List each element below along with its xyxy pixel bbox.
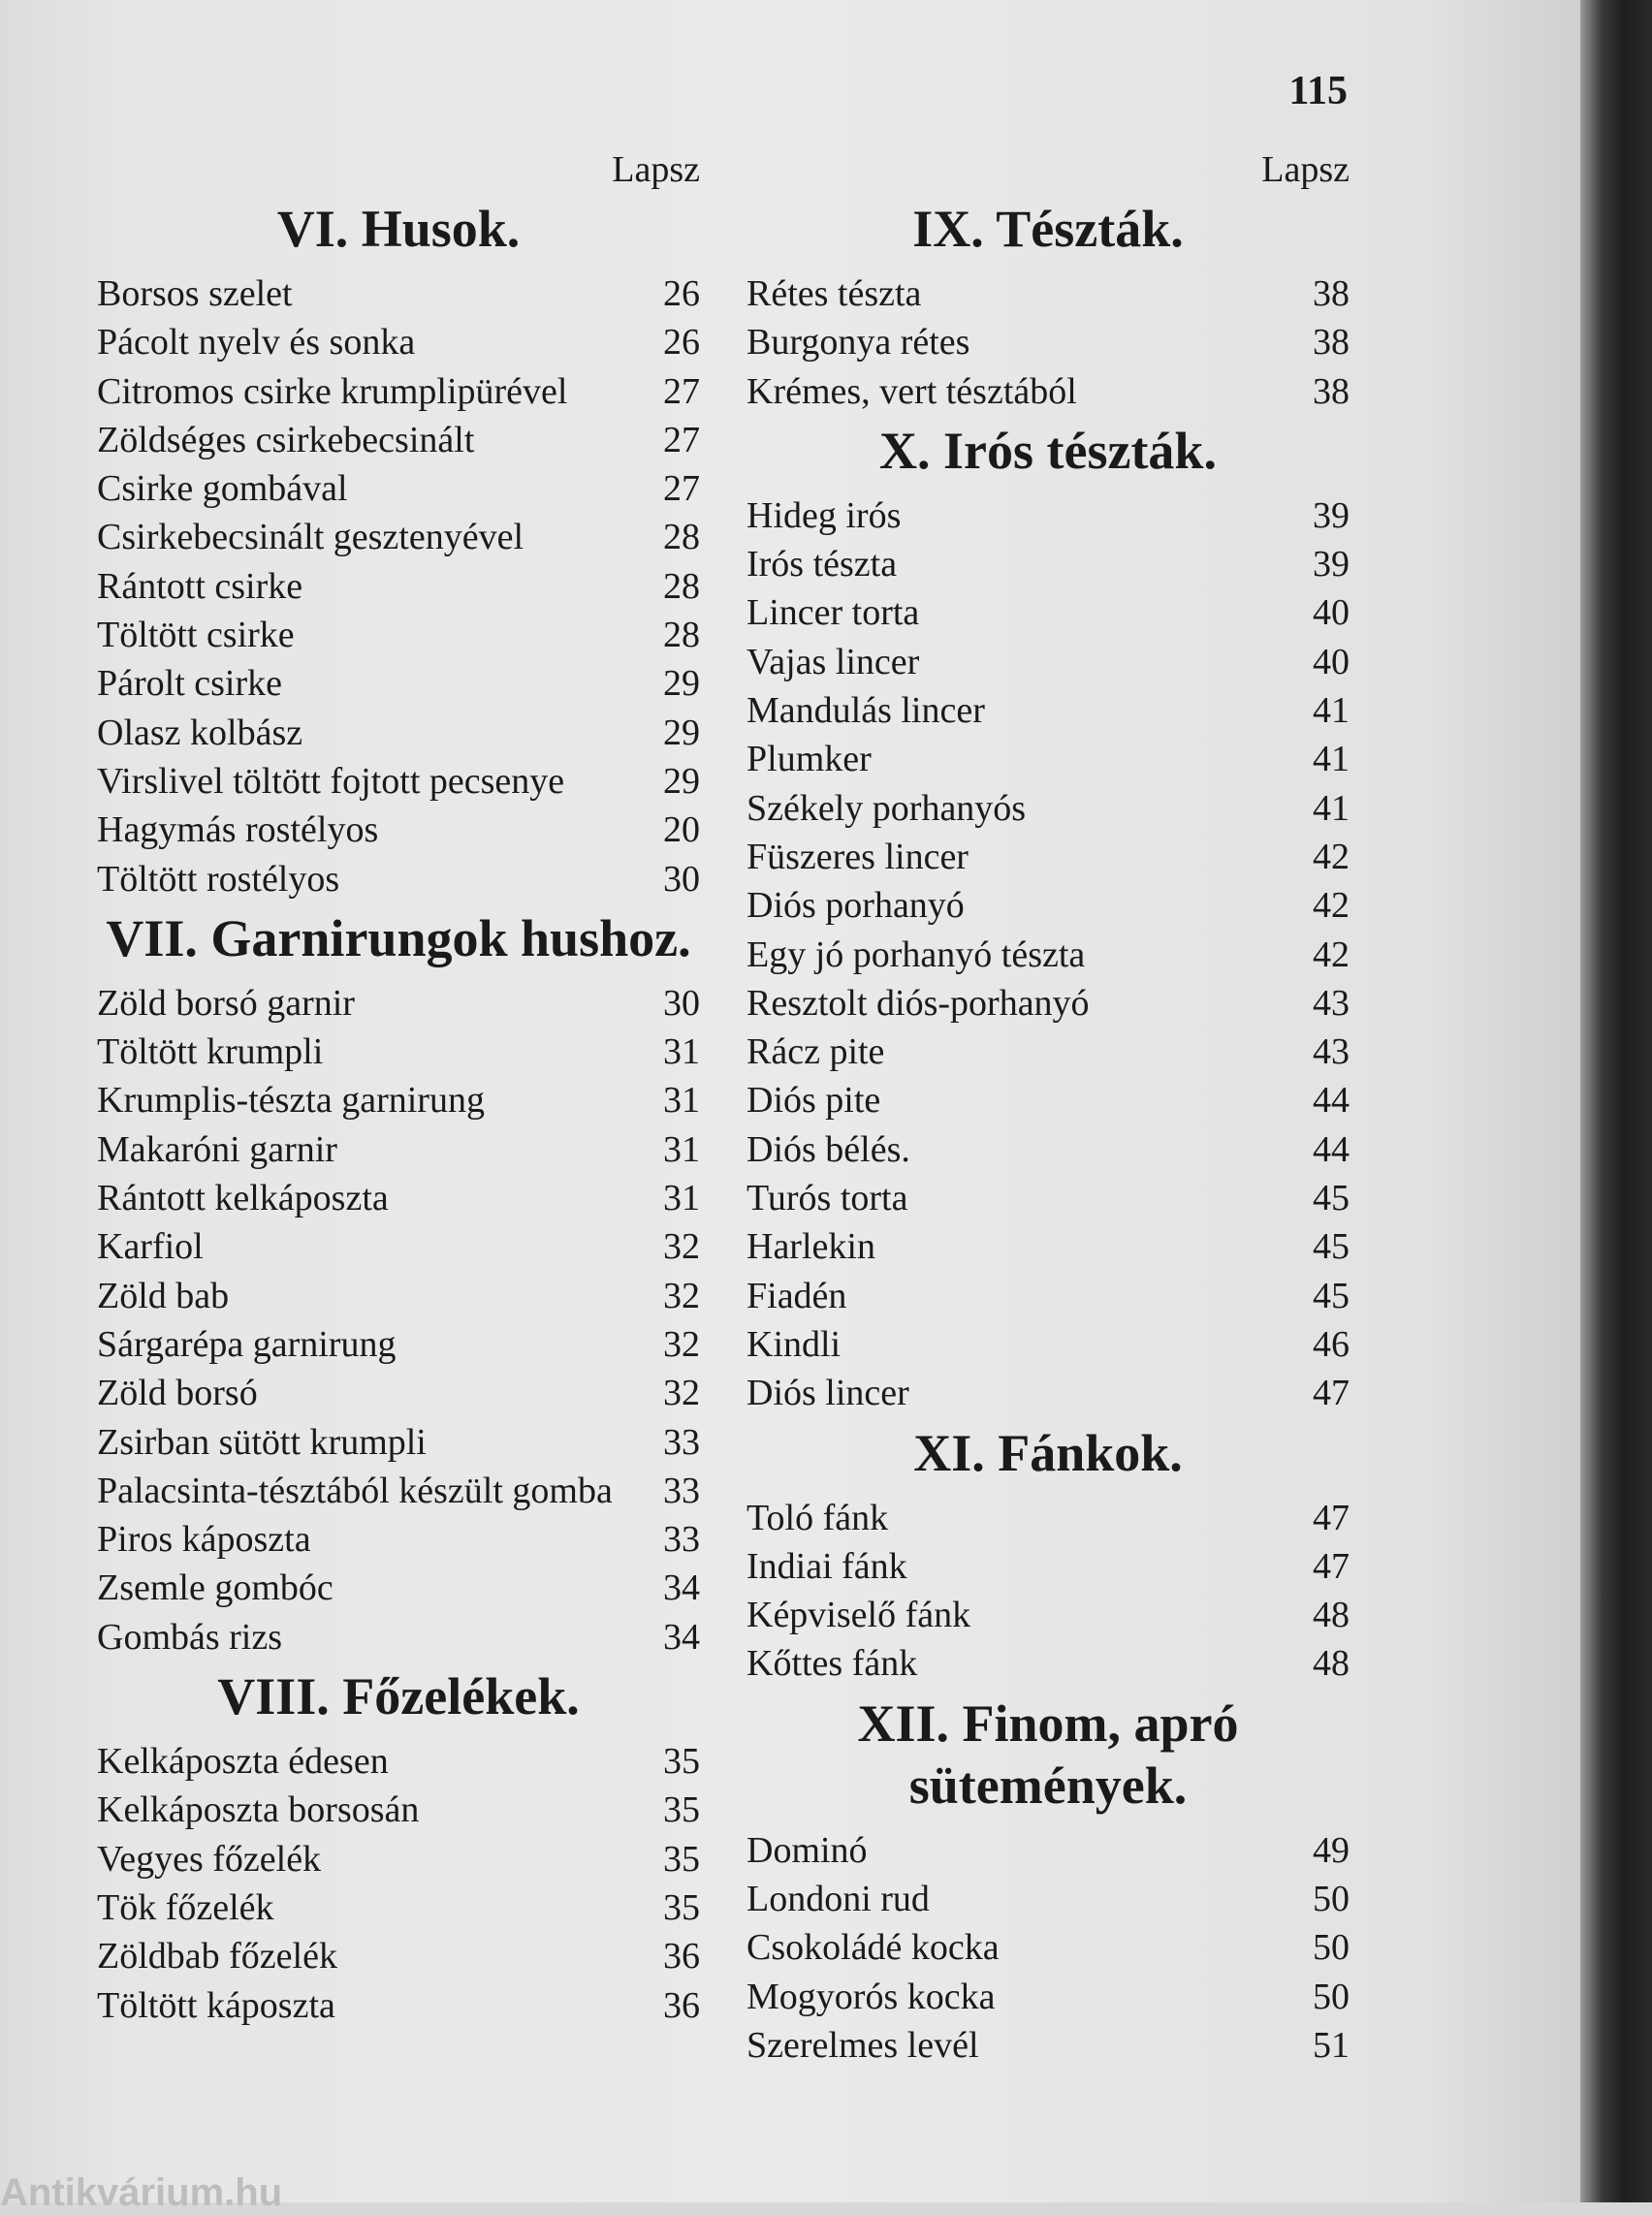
page-ref: 33	[663, 1421, 700, 1463]
section-title: XII. Finom, apró sütemények.	[857, 1693, 1239, 1815]
recipe-name: Krémes, vert tésztából	[747, 370, 1077, 412]
toc-entry	[747, 1542, 1350, 1591]
recipe-name: Töltött káposzta	[97, 1984, 335, 2026]
watermark: Antikvárium.hu	[0, 2171, 283, 2214]
toc-entry	[747, 1320, 1350, 1369]
recipe-name: Pácolt nyelv és sonka	[97, 322, 416, 364]
recipe-name: Palacsinta-tésztából készült gomba	[97, 1470, 613, 1511]
recipe-name: Hideg irós	[747, 494, 902, 536]
page-ref: 31	[663, 1128, 700, 1170]
recipe-name: Csirkebecsinált gesztenyével	[97, 517, 524, 558]
toc-entry	[747, 1272, 1350, 1320]
recipe-name: Piros káposzta	[97, 1519, 311, 1561]
toc-entry	[747, 2021, 1350, 2070]
page-ref: 40	[1313, 641, 1350, 682]
toc-entry	[97, 659, 700, 708]
recipe-name: Burgonya rétes	[747, 322, 970, 364]
toc-entry	[747, 588, 1350, 637]
recipe-name: Kelkáposzta borsosán	[97, 1789, 420, 1831]
recipe-name: Szerelmes levél	[747, 2024, 979, 2066]
toc-entry	[97, 1981, 700, 2030]
recipe-name: Sárgarépa garnirung	[97, 1323, 397, 1365]
page-ref: 42	[1313, 885, 1350, 927]
page-ref: 39	[1313, 544, 1350, 585]
toc-entry	[97, 416, 700, 464]
page-ref: 44	[1313, 1080, 1350, 1122]
toc-entry	[97, 318, 700, 366]
recipe-name: Egy jó porhanyó tészta	[747, 933, 1086, 975]
toc-entry	[97, 1883, 700, 1932]
recipe-name: Tök főzelék	[97, 1886, 274, 1928]
page-ref: 28	[663, 517, 700, 558]
toc-entry	[747, 881, 1350, 930]
page-ref: 33	[663, 1470, 700, 1511]
page-ref: 29	[663, 760, 700, 802]
recipe-name: Rétes tészta	[747, 273, 922, 314]
recipe-name: Rácz pite	[747, 1031, 885, 1073]
page-ref: 47	[1313, 1373, 1350, 1414]
toc-entry	[97, 1320, 700, 1369]
toc-entry	[747, 540, 1350, 588]
toc-entry	[97, 269, 700, 318]
toc-entry	[747, 735, 1350, 783]
page-ref: 38	[1313, 273, 1350, 314]
page-ref: 41	[1313, 690, 1350, 732]
page-ref: 26	[663, 322, 700, 364]
page-ref: 48	[1313, 1643, 1350, 1685]
toc-entry	[97, 513, 700, 561]
recipe-name: Toló fánk	[747, 1497, 889, 1538]
recipe-name: Indiai fánk	[747, 1545, 907, 1587]
recipe-name: Rántott csirke	[97, 565, 303, 607]
toc-entry	[747, 784, 1350, 833]
recipe-name: Irós tészta	[747, 544, 898, 585]
toc-entry	[747, 833, 1350, 881]
toc-entry	[97, 367, 700, 416]
right-sections	[747, 198, 1350, 2070]
recipe-name: Füszeres lincer	[747, 836, 969, 877]
page-ref: 38	[1313, 322, 1350, 364]
recipe-name: Plumker	[747, 739, 872, 780]
recipe-name: Vajas lincer	[747, 641, 920, 682]
recipe-name: Töltött rostélyos	[97, 858, 340, 900]
toc-entry	[97, 1076, 700, 1124]
toc-entry	[97, 1737, 700, 1786]
page-ref: 31	[663, 1031, 700, 1073]
recipe-name: Diós bélés.	[747, 1128, 910, 1170]
page-ref: 38	[1313, 370, 1350, 412]
recipe-name: Kindli	[747, 1323, 842, 1365]
recipe-name: Zöldbab főzelék	[97, 1936, 337, 1978]
toc-entry	[747, 1826, 1350, 1875]
recipe-name: Zöld borsó garnir	[97, 982, 355, 1024]
page-ref: 32	[663, 1373, 700, 1414]
recipe-name: Csirke gombával	[97, 468, 348, 510]
toc-entry	[97, 1835, 700, 1883]
page-ref: 48	[1313, 1595, 1350, 1636]
recipe-name: Turós torta	[747, 1178, 908, 1219]
section-title: VIII. Főzelékek.	[217, 1667, 580, 1726]
toc-entry	[747, 1494, 1350, 1542]
toc-entry	[747, 979, 1350, 1028]
toc-entry	[747, 1028, 1350, 1076]
recipe-name: Olasz kolbász	[97, 712, 303, 753]
toc-entry	[97, 806, 700, 854]
toc-entry	[97, 1418, 700, 1467]
page-ref: 31	[663, 1178, 700, 1219]
recipe-name: Diós pite	[747, 1080, 881, 1122]
page-ref: 27	[663, 370, 700, 412]
recipe-name: Zsemle gombóc	[97, 1567, 334, 1609]
toc-entry	[747, 1923, 1350, 1972]
toc-entry	[747, 1369, 1350, 1417]
page-ref: 26	[663, 273, 700, 314]
recipe-name: Kőttes fánk	[747, 1643, 918, 1685]
section-title: IX. Tészták.	[912, 200, 1184, 258]
page-ref: 33	[663, 1519, 700, 1561]
page-ref: 28	[663, 615, 700, 656]
toc-entry	[97, 611, 700, 659]
page-ref: 50	[1313, 1976, 1350, 2017]
recipe-name: Mandulás lincer	[747, 690, 985, 732]
page-ref: 30	[663, 858, 700, 900]
recipe-name: Csokoládé kocka	[747, 1927, 1000, 1969]
toc-entry	[747, 318, 1350, 366]
page-ref: 35	[663, 1886, 700, 1928]
page-number: 115	[1288, 69, 1348, 113]
toc-entry	[747, 1125, 1350, 1174]
page-ref: 45	[1313, 1226, 1350, 1268]
toc-entry	[97, 562, 700, 611]
section-title: VII. Garnirungok hushoz.	[106, 908, 691, 967]
page-ref: 42	[1313, 933, 1350, 975]
page-ref: 39	[1313, 494, 1350, 536]
recipe-name: Zöldséges csirkebecsinált	[97, 419, 475, 460]
toc-entry	[747, 367, 1350, 416]
recipe-name: Makaróni garnir	[97, 1128, 337, 1170]
toc-entry	[97, 1786, 700, 1834]
toc-entry	[747, 931, 1350, 979]
toc-entry	[97, 979, 700, 1028]
column-header-right: Lapsz	[1261, 149, 1350, 190]
toc-entry	[97, 1613, 700, 1661]
recipe-name: Székely porhanyós	[747, 787, 1027, 829]
toc-entry	[97, 1932, 700, 1980]
column-header-left: Lapsz	[612, 149, 700, 190]
page-ref: 41	[1313, 787, 1350, 829]
page-ref: 47	[1313, 1545, 1350, 1587]
recipe-name: Karfiol	[97, 1226, 204, 1268]
toc-entry	[97, 1028, 700, 1076]
page-ref: 34	[663, 1567, 700, 1609]
page-ref: 45	[1313, 1178, 1350, 1219]
toc-entry	[747, 1591, 1350, 1639]
recipe-name: Londoni rud	[747, 1879, 930, 1920]
page-ref: 34	[663, 1616, 700, 1658]
toc-entry	[97, 1125, 700, 1174]
recipe-name: Diós porhanyó	[747, 885, 965, 927]
page-ref: 43	[1313, 982, 1350, 1024]
left-column	[97, 145, 700, 2030]
recipe-name: Töltött csirke	[97, 615, 295, 656]
recipe-name: Dominó	[747, 1829, 868, 1871]
toc-entry	[97, 1467, 700, 1515]
recipe-name: Képviselő fánk	[747, 1595, 971, 1636]
section-title: X. Irós tészták.	[879, 421, 1217, 480]
page-ref: 32	[663, 1226, 700, 1268]
page-ref: 50	[1313, 1879, 1350, 1920]
page-ref: 32	[663, 1323, 700, 1365]
page-ref: 51	[1313, 2024, 1350, 2066]
recipe-name: Diós lincer	[747, 1373, 909, 1414]
page-ref: 35	[663, 1741, 700, 1783]
recipe-name: Rántott kelkáposzta	[97, 1178, 389, 1219]
recipe-name: Citromos csirke krumplipürével	[97, 370, 568, 412]
page-ref: 41	[1313, 739, 1350, 780]
recipe-name: Fiadén	[747, 1275, 847, 1316]
page-ref: 47	[1313, 1497, 1350, 1538]
toc-entry	[97, 1515, 700, 1564]
toc-entry	[747, 638, 1350, 686]
recipe-name: Krumplis-tészta garnirung	[97, 1080, 485, 1122]
page-ref: 45	[1313, 1275, 1350, 1316]
recipe-name: Hagymás rostélyos	[97, 809, 379, 851]
section-title: VI. Husok.	[276, 200, 521, 258]
page-ref: 29	[663, 663, 700, 705]
toc-entry	[747, 1076, 1350, 1124]
page-ref: 36	[663, 1936, 700, 1978]
page-ref: 46	[1313, 1323, 1350, 1365]
left-sections	[97, 198, 700, 2030]
page-ref: 29	[663, 712, 700, 753]
toc-entry	[747, 1973, 1350, 2021]
toc-entry	[97, 1564, 700, 1612]
page-ref: 44	[1313, 1128, 1350, 1170]
toc-entry	[97, 855, 700, 903]
page-ref: 30	[663, 982, 700, 1024]
page-ref: 42	[1313, 836, 1350, 877]
toc-entry	[97, 1174, 700, 1222]
page-ref: 27	[663, 419, 700, 460]
page-ref: 35	[663, 1789, 700, 1831]
right-column	[747, 145, 1350, 2070]
toc-entry	[97, 1272, 700, 1320]
toc-entry	[747, 1174, 1350, 1222]
page-ref: 43	[1313, 1031, 1350, 1073]
page-ref: 32	[663, 1275, 700, 1316]
recipe-name: Resztolt diós-porhanyó	[747, 982, 1090, 1024]
toc-entry	[747, 269, 1350, 318]
toc-entry	[97, 709, 700, 757]
toc-entry	[97, 464, 700, 513]
recipe-name: Zöld bab	[97, 1275, 230, 1316]
recipe-name: Gombás rizs	[97, 1616, 283, 1658]
recipe-name: Zsirban sütött krumpli	[97, 1421, 427, 1463]
page-ref: 50	[1313, 1927, 1350, 1969]
page-ref: 35	[663, 1838, 700, 1880]
toc-entry	[747, 491, 1350, 540]
recipe-name: Harlekin	[747, 1226, 875, 1268]
page-ref: 20	[663, 809, 700, 851]
recipe-name: Virslivel töltött fojtott pecsenye	[97, 760, 565, 802]
toc-entry	[747, 1222, 1350, 1271]
recipe-name: Párolt csirke	[97, 663, 283, 705]
recipe-name: Töltött krumpli	[97, 1031, 324, 1073]
recipe-name: Vegyes főzelék	[97, 1838, 322, 1880]
page-ref: 36	[663, 1984, 700, 2026]
page-ref: 27	[663, 468, 700, 510]
page-ref: 28	[663, 565, 700, 607]
toc-entry	[747, 1875, 1350, 1923]
page-ref: 31	[663, 1080, 700, 1122]
recipe-name: Mogyorós kocka	[747, 1976, 996, 2017]
toc-entry	[747, 686, 1350, 735]
toc-entry	[97, 757, 700, 806]
book-spine	[1580, 0, 1652, 2202]
recipe-name: Kelkáposzta édesen	[97, 1741, 389, 1783]
page-ref: 40	[1313, 592, 1350, 634]
section-title: XI. Fánkok.	[913, 1423, 1183, 1482]
recipe-name: Borsos szelet	[97, 273, 293, 314]
recipe-name: Zöld borsó	[97, 1373, 258, 1414]
toc-entry	[747, 1639, 1350, 1688]
toc-entry	[97, 1369, 700, 1417]
page-ref: 49	[1313, 1829, 1350, 1871]
recipe-name: Lincer torta	[747, 592, 920, 634]
toc-entry	[97, 1222, 700, 1271]
